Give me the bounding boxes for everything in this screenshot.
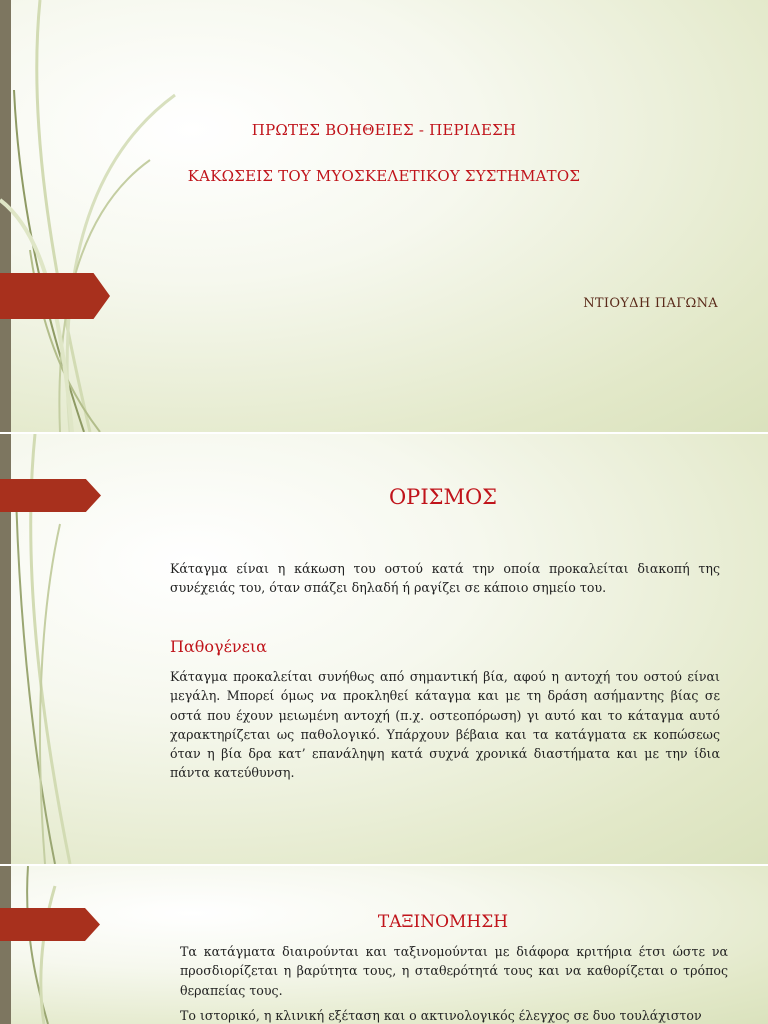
decorative-curves <box>0 866 200 1024</box>
pathogenesis-text: Κάταγμα προκαλείται συνήθως από σημαντική βία, αφού η αντοχή του οστού είναι μεγάλη. Μπορεί όμως να προκληθεί κάταγμα και με τη δράση ασήμαντης βίας σε οστά που έχουν μειωμένη αντοχή (π.χ. οστεοπόρωση) γι αυτό και το κάταγμα αυτό χαρακτηρίζεται ως παθολογικό. Υπάρχουν βέβαια και τα κατάγματα εκ κοπώσεως όταν η βία δρα κατ’ επανάληψη κατά συχνά χρονικά διαστήματα και με την ίδια πάντα κατεύθυνση. <box>170 669 720 781</box>
title-line-1: ΠΡΩΤΕΣ ΒΟΗΘΕΙΕΣ - ΠΕΡΙΔΕΣΗ <box>251 121 517 139</box>
classification-slide <box>0 866 768 1024</box>
definition-text: Κάταγμα είναι η κάκωση του οστού κατά την οποία προκαλείται διακοπή της συνέχειάς του, όταν σπάζει δηλαδή ή ραγίζει σε κάποιο σημείο του. <box>170 561 720 596</box>
arrow-shape <box>0 273 110 319</box>
title-slide <box>0 0 768 432</box>
author-name: ΝΤΙΟΥΔΗ ΠΑΓΩΝΑ <box>583 296 718 311</box>
decorative-curves <box>0 0 200 432</box>
title-line-2: ΚΑΚΩΣΕΙΣ ΤΟΥ ΜΥΟΣΚΕΛΕΤΙΚΟΥ ΣΥΣΤΗΜΑΤΟΣ <box>187 167 581 185</box>
classification-text-2: Το ιστορικό, η κλινική εξέταση και ο ακτινολογικός έλεγχος σε δυο τουλάχιστον <box>180 1008 702 1023</box>
definition-slide <box>0 434 768 864</box>
classification-text: Τα κατάγματα διαιρούνται και ταξινομούνται με διάφορα κριτήρια έτσι ώστε να προσδιορίζεται η βαρύτητα τους, η σταθερότητά τους και να καθορίζεται ο τρόπος θεραπείας τους. <box>180 944 728 998</box>
subheading-pathogenesis: Παθογένεια <box>170 637 267 656</box>
heading-definition: ΟΡΙΣΜΟΣ <box>388 485 498 509</box>
heading-classification: ΤΑΞΙΝΟΜΗΣΗ <box>377 912 509 932</box>
